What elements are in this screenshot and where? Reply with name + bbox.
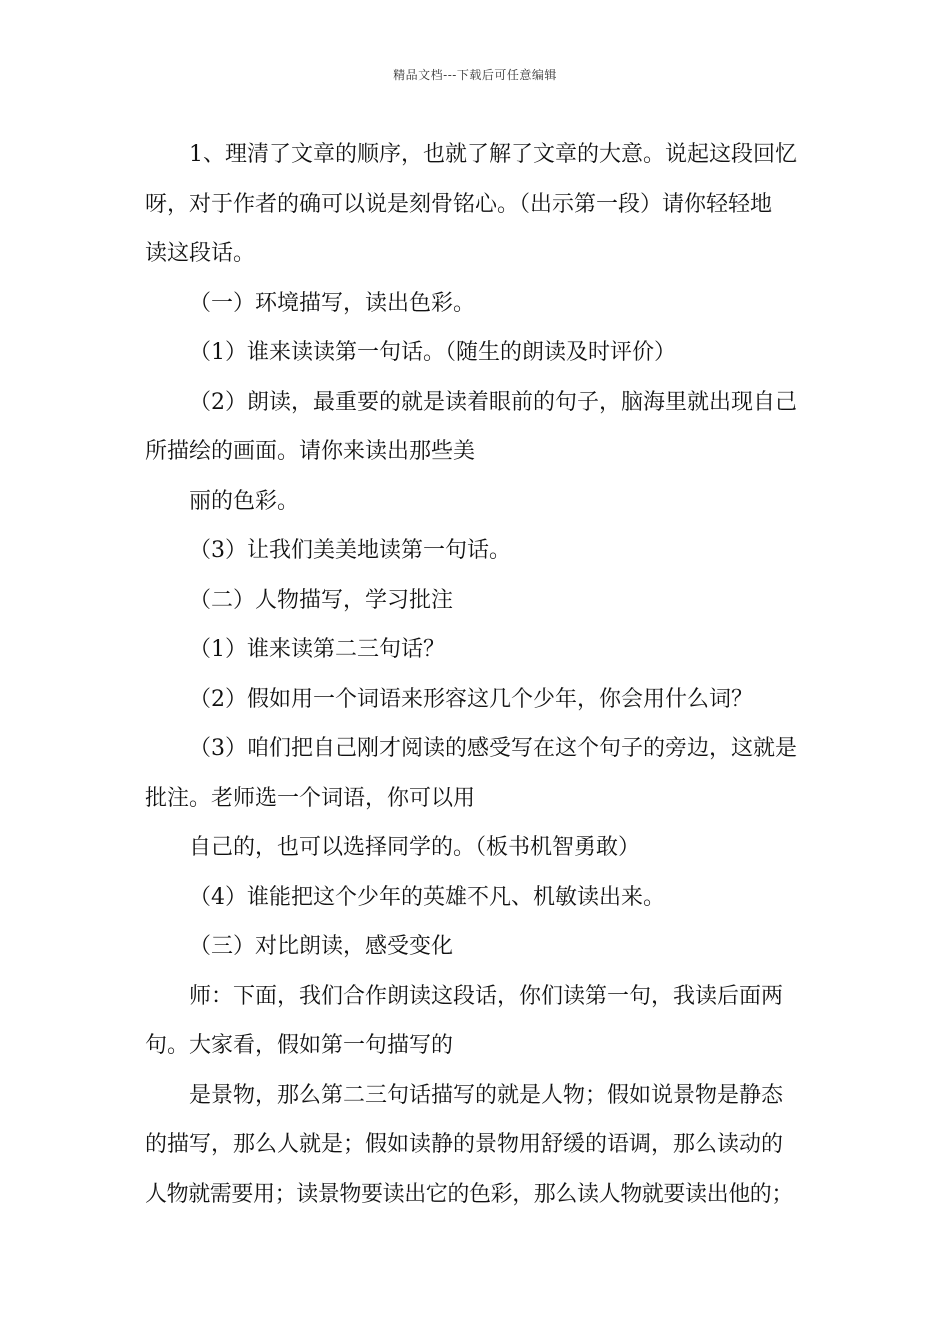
paragraph-line: 读这段话。 bbox=[145, 241, 256, 266]
paragraph-line: 丽的色彩。 bbox=[189, 488, 300, 514]
paragraph-line: （1）谁来读读第一句话。（随生的朗读及时评价） bbox=[189, 340, 676, 365]
paragraph-line: 人物就需要用；读景物要读出它的色彩，那么读人物就要读出他的； bbox=[145, 1181, 794, 1207]
paragraph-line: 的描写，那么人就是；假如读静的景物用舒缓的语调，那么读动的 bbox=[145, 1132, 784, 1157]
section-heading: （三）对比朗读，感受变化 bbox=[189, 934, 454, 959]
paragraph-line: 自己的，也可以选择同学的。（板书机智勇敢） bbox=[189, 835, 641, 860]
paragraph-line: 句。大家看，假如第一句描写的 bbox=[145, 1033, 454, 1058]
document-body bbox=[145, 130, 817, 1219]
paragraph-line: 是景物，那么第二三句话描写的就是人物；假如说景物是静态 bbox=[189, 1082, 784, 1108]
paragraph-line: （2）假如用一个词语来形容这几个少年，你会用什么词？ bbox=[189, 686, 753, 712]
paragraph-line: （3）咱们把自己刚才阅读的感受写在这个句子的旁边，这就是 bbox=[189, 736, 797, 761]
paragraph-line: 呀，对于作者的确可以说是刻骨铭心。（出示第一段）请你轻轻地 bbox=[145, 191, 773, 217]
section-heading: （一）环境描写，读出色彩。 bbox=[189, 290, 476, 316]
paragraph-line: （1）谁来读第二三句话？ bbox=[189, 637, 445, 662]
paragraph-line: （4）谁能把这个少年的英雄不凡、机敏读出来。 bbox=[189, 884, 665, 910]
paragraph-line: 师：下面，我们合作朗读这段话，你们读第一句，我读后面两 bbox=[189, 983, 784, 1009]
paragraph-line: （3）让我们美美地读第一句话。 bbox=[189, 538, 511, 563]
page-header: 精品文档---下载后可任意编辑 bbox=[393, 68, 557, 82]
paragraph-line: 所描绘的画面。请你来读出那些美 bbox=[145, 439, 476, 464]
paragraph-line: 批注。老师选一个词语，你可以用 bbox=[145, 785, 476, 811]
paragraph-line: （2）朗读，最重要的就是读着眼前的句子，脑海里就出现自己 bbox=[189, 389, 797, 415]
section-heading: （二）人物描写，学习批注 bbox=[189, 587, 454, 613]
paragraph-line: 1、理清了文章的顺序，也就了解了文章的大意。说起这段回忆 bbox=[189, 142, 797, 167]
